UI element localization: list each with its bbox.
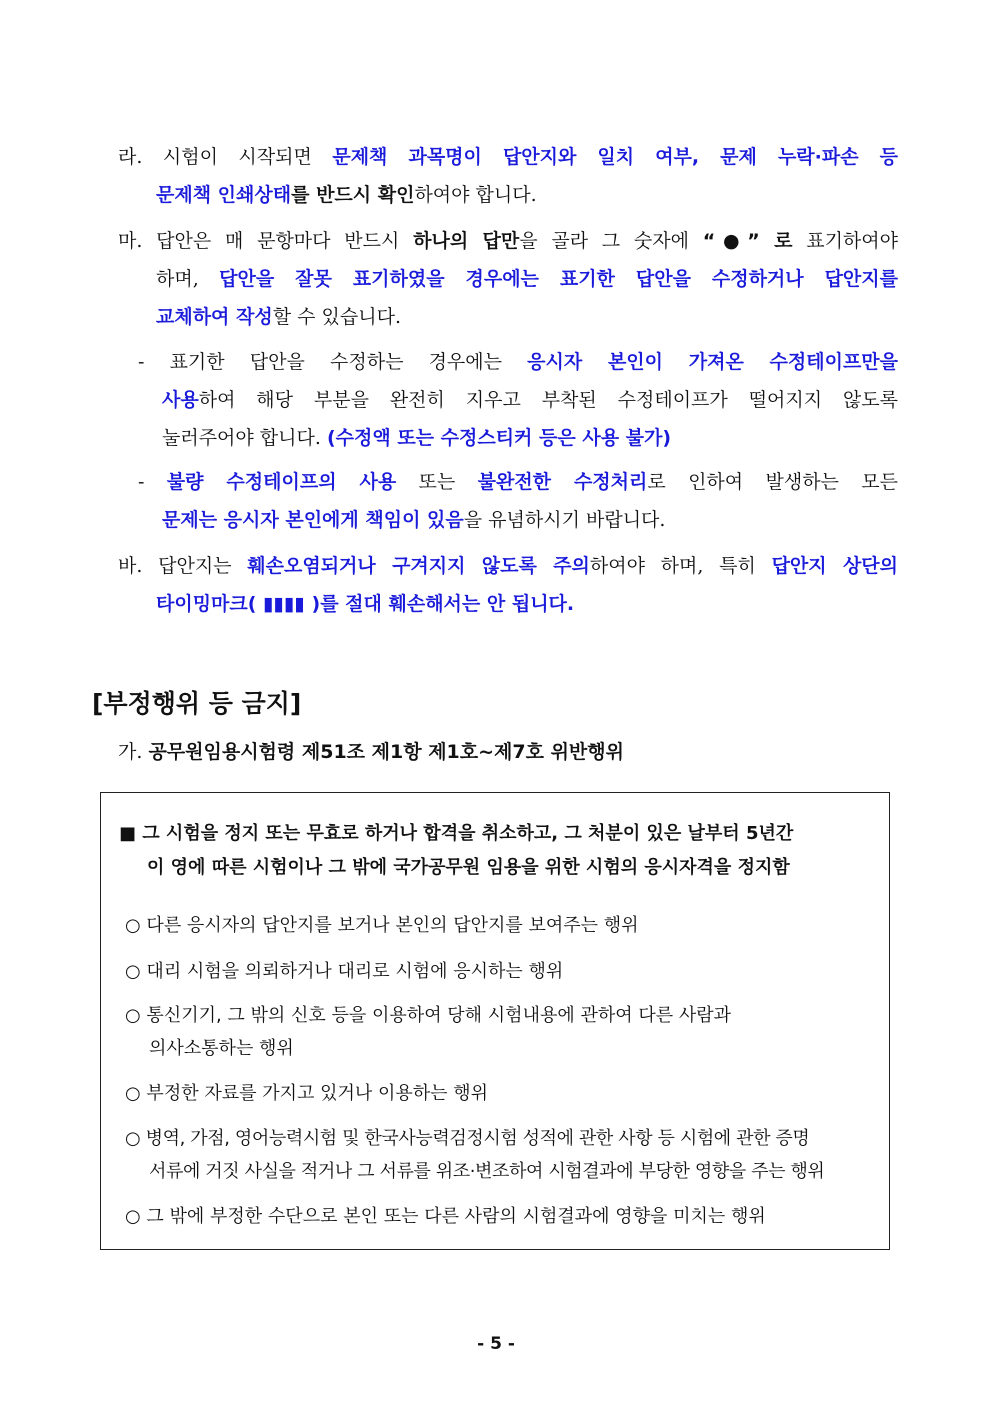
text: 로 인하여 발생하는 모든: [647, 471, 898, 493]
list-item: [125, 1200, 877, 1233]
text: 라. 시험이 시작되면: [118, 146, 333, 168]
bold-text: “●” 로: [702, 230, 793, 252]
penalty-summary: [119, 817, 877, 885]
list-item: [125, 955, 877, 988]
paragraph-ma: [118, 222, 898, 336]
page-number: - 5 -: [477, 1334, 515, 1354]
highlight-text: 답안지 상단의: [771, 555, 899, 577]
highlight-text: 교체하여 작성: [156, 306, 273, 328]
text: ○ 부정한 자료를 가지고 있거나 이용하는 행위: [125, 1083, 489, 1104]
text: 또는: [396, 471, 478, 493]
text: 마. 답안은 매 문항마다 반드시: [118, 230, 414, 252]
text: ○ 대리 시험을 의뢰하거나 대리로 시험에 응시하는 행위: [125, 961, 564, 982]
highlight-text: 응시자 본인이 가져온 수정테이프만을: [527, 351, 899, 373]
bullet-responsibility: [138, 463, 898, 539]
highlight-text: 타이밍마크( ▮▮▮▮ )를 절대 훼손해서는 안 됩니다.: [156, 593, 575, 615]
bullet-correction: [138, 343, 898, 457]
text: ○ 그 밖에 부정한 수단으로 본인 또는 다른 사람의 시험결과에 영향을 미치는 행위: [125, 1206, 766, 1227]
highlight-text: 불량 수정테이프의 사용: [166, 471, 397, 493]
list-item: [125, 909, 877, 942]
text: 하며,: [156, 268, 220, 290]
text: 바. 답안지는: [118, 555, 248, 577]
list-item: [125, 1077, 877, 1110]
text: 할 수 있습니다.: [272, 306, 401, 328]
highlight-text: 불완전한 수정처리: [477, 471, 648, 493]
text: 하여 해당 부분을 완전히 지우고 부착된 수정테이프가 떨어지지 않도록: [198, 389, 898, 411]
bold-text: 공무원임용시험령 제51조 제1항 제1호~제7호 위반행위: [148, 741, 624, 763]
text: 을 골라 그 숫자에: [519, 230, 703, 252]
highlight-text: 문제책 인쇄상태: [156, 184, 292, 206]
text: 서류에 거짓 사실을 적거나 그 서류를 위조·변조하여 시험결과에 부당한 영향을 주는 행위: [149, 1161, 825, 1182]
text: 가.: [118, 741, 149, 763]
text: 하여야 하며, 특히: [589, 555, 772, 577]
text: 의사소통하는 행위: [149, 1038, 294, 1059]
highlight-text: 훼손오염되거나 구겨지지 않도록 주의: [247, 555, 590, 577]
text: 하여야 합니다.: [414, 184, 537, 206]
text: ■ 그 시험을 정지 또는 무효로 하거나 합격을 취소하고, 그 처분이 있은 날부터 5년간: [119, 823, 794, 844]
text: 이 영에 따른 시험이나 그 밖에 국가공무원 임용을 위한 시험의 응시자격을 정지함: [147, 857, 790, 878]
paragraph-ba: [118, 547, 898, 623]
list-item: [125, 999, 877, 1065]
text: ○ 다른 응시자의 답안지를 보거나 본인의 답안지를 보여주는 행위: [125, 915, 639, 936]
subheading-ga: [118, 737, 624, 764]
paragraph-ra: [118, 138, 898, 214]
text: ○ 병역, 가점, 영어능력시험 및 한국사능력검정시험 성적에 관한 사항 등 시험에 관한 증명: [125, 1128, 810, 1149]
highlight-text: 답안을 잘못 표기하였을 경우에는 표기한 답안을 수정하거나 답안지를: [219, 268, 898, 290]
text: -: [138, 471, 167, 493]
section-title: [부정행위 등 금지]: [92, 689, 302, 718]
bold-text: 를 반드시 확인: [291, 184, 415, 206]
list-item: [125, 1122, 877, 1188]
highlight-text: (수정액 또는 수정스티커 등은 사용 불가): [326, 427, 672, 449]
highlight-text: 문제는 응시자 본인에게 책임이 있음: [162, 509, 464, 531]
text: 눌러주어야 합니다.: [162, 427, 327, 449]
penalty-box: [100, 792, 890, 1250]
text: ○ 통신기기, 그 밖의 신호 등을 이용하여 당해 시험내용에 관하여 다른 사람과: [125, 1005, 732, 1026]
highlight-text: 문제책 과목명이 답안지와 일치 여부, 문제 누락·파손 등: [332, 146, 898, 168]
text: 을 유념하시기 바랍니다.: [463, 509, 666, 531]
bold-text: 하나의 답만: [413, 230, 520, 252]
text: 표기하여야: [792, 230, 898, 252]
highlight-text: 사용: [162, 389, 199, 411]
text: - 표기한 답안을 수정하는 경우에는: [138, 351, 528, 373]
